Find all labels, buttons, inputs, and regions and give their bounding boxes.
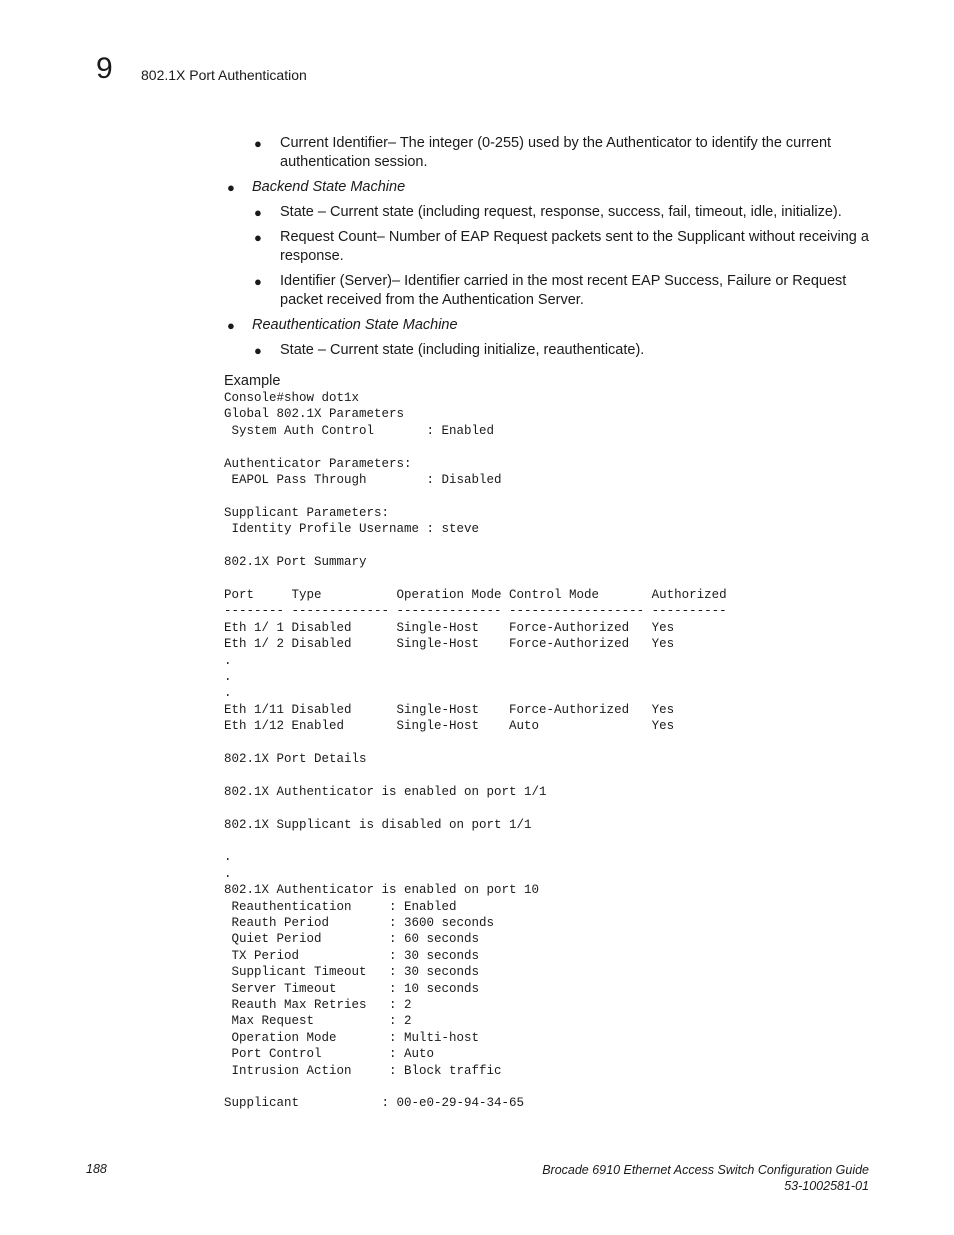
bullet-reauth-state <box>254 341 874 360</box>
bullet-dot-icon: ● <box>254 230 262 245</box>
bullet-dot-icon: ● <box>254 136 262 151</box>
bullet-text: State – Current state (including request, response, success, fail, timeout, idle, initialize). <box>280 204 842 220</box>
footer-doc-info <box>542 1162 869 1194</box>
bullet-text: Request Count– Number of EAP Request packets sent to the Supplicant without receiving a response. <box>280 229 869 264</box>
bullet-text: Current Identifier– The integer (0-255) used by the Authenticator to identify the current authentication session. <box>280 135 832 170</box>
bullet-text: Backend State Machine <box>252 179 406 195</box>
chapter-number: 9 <box>96 52 113 85</box>
bullet-dot-icon: ● <box>227 318 235 333</box>
bullet-dot-icon: ● <box>227 180 235 195</box>
bullet-identifier-server <box>254 272 874 310</box>
footer-doc-title: Brocade 6910 Ethernet Access Switch Configuration Guide <box>542 1163 869 1177</box>
bullet-text: Identifier (Server)– Identifier carried in the most recent EAP Success, Failure or Request packet received from the Authentication Server. <box>280 273 847 308</box>
bullet-request-count <box>254 228 874 266</box>
page-number: 188 <box>86 1162 107 1176</box>
bullet-current-identifier <box>254 134 874 172</box>
bullet-text: Reauthentication State Machine <box>252 317 458 333</box>
page-content <box>224 134 874 1112</box>
chapter-title: 802.1X Port Authentication <box>141 67 307 83</box>
bullet-dot-icon: ● <box>254 343 262 358</box>
footer-doc-number: 53-1002581-01 <box>784 1179 869 1193</box>
bullet-dot-icon: ● <box>254 274 262 289</box>
example-code-block: Console#show dot1x Global 802.1X Parameters System Auth Control : Enabled Authenticator Parameters: EAPOL Pass Through : Disabled Supplicant Parameters: Identity Profile Username : steve 802.1X Port Summary Port Type Operation Mode Control Mode Authorized -------- ------------- -------------- ------------------ ---------- Eth 1/ 1 Disabled Single-Host Force-Authorized Yes Eth 1/ 2 Disabled Single-Host Force-Authorized Yes . . . Eth 1/11 Disabled Single-Host Force-Authorized Yes Eth 1/12 Enabled Single-Host Auto Yes 802.1X Port Details 802.1X Authenticator is enabled on port 1/1 802.1X Supplicant is disabled on port 1/1 . . 802.1X Authenticator is enabled on port 10 Reauthentication : Enabled Reauth Period : 3600 seconds Quiet Period : 60 seconds TX Period : 30 seconds Supplicant Timeout : 30 seconds Server Timeout : 10 seconds Reauth Max Retries : 2 Max Request : 2 Operation Mode : Multi-host Port Control : Auto Intrusion Action : Block traffic Supplicant : 00-e0-29-94-34-65 <box>224 391 727 1111</box>
bullet-backend-state-machine <box>227 178 874 197</box>
bullet-dot-icon: ● <box>254 205 262 220</box>
bullet-state <box>254 203 874 222</box>
bullet-text: State – Current state (including initialize, reauthenticate). <box>280 342 645 358</box>
example-heading: Example <box>224 373 281 389</box>
bullet-list <box>224 134 874 360</box>
bullet-reauthentication-state-machine <box>227 316 874 335</box>
